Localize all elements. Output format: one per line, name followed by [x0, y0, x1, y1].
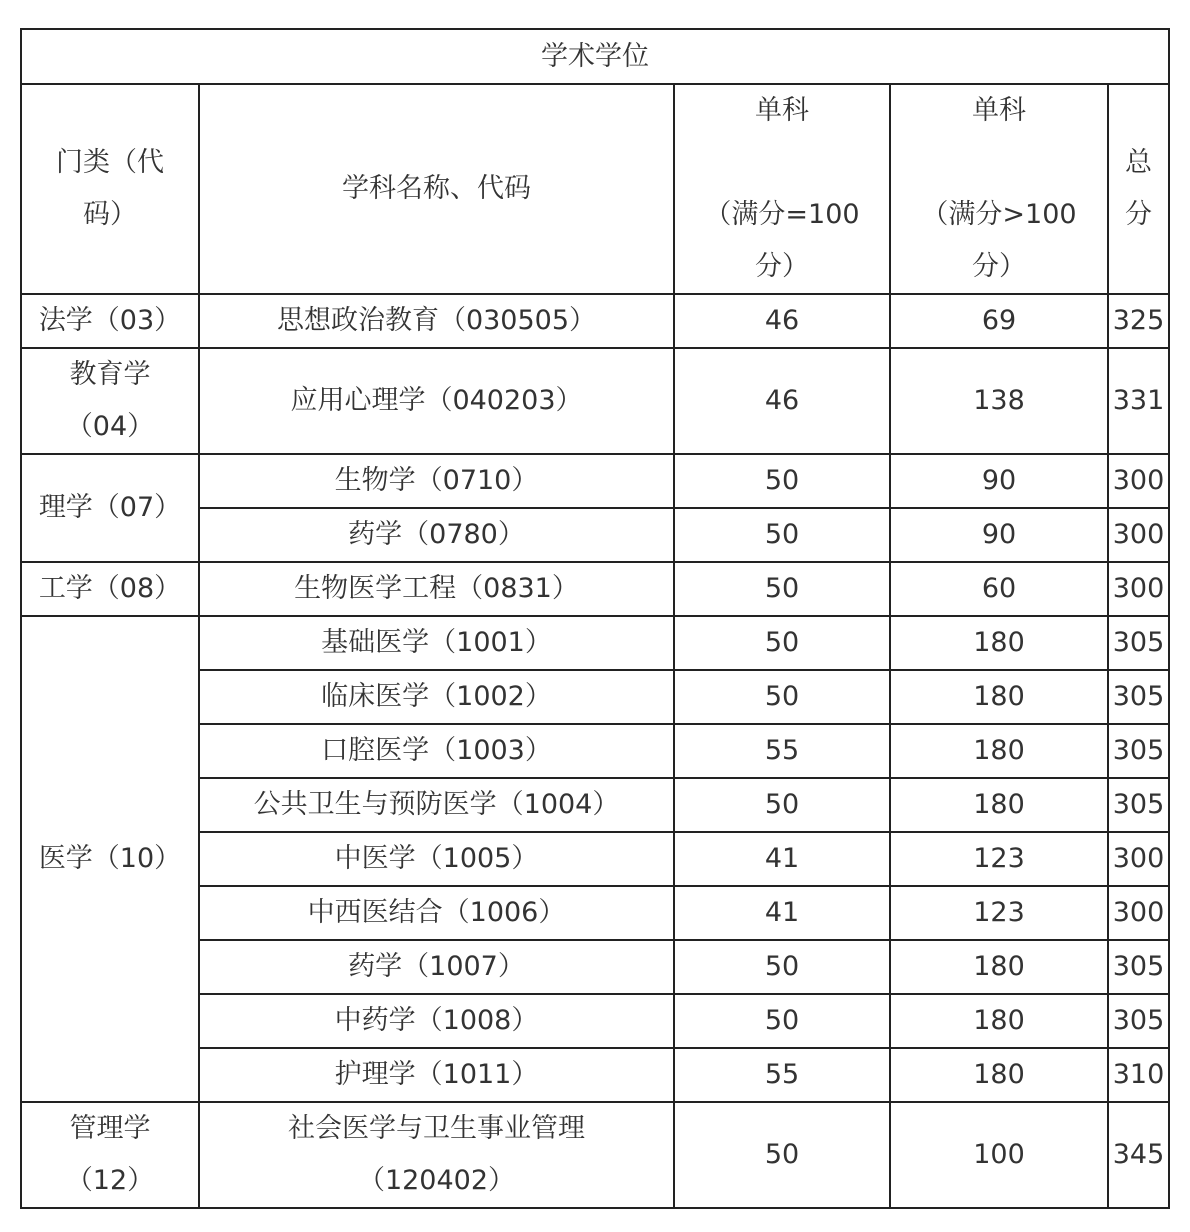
subject-cell [199, 294, 674, 348]
header-category-line: 门类（代 [56, 147, 164, 178]
single-100-cell: 55 [674, 1048, 890, 1102]
subject-cell [199, 994, 674, 1048]
category-cell-line: （04） [65, 411, 155, 442]
total-cell: 300 [1108, 454, 1169, 508]
category-cell-line: 医学（10） [38, 843, 182, 874]
category-cell-line: 工学（08） [38, 573, 182, 604]
table-row [21, 1102, 1169, 1208]
header-line: （满分=100 [704, 199, 860, 230]
header-line: 分 [1125, 199, 1152, 230]
single-over-100-cell: 138 [890, 348, 1108, 454]
header-line: 单科 [755, 95, 809, 126]
category-cell [21, 294, 199, 348]
single-over-100-cell: 180 [890, 724, 1108, 778]
subject-cell-line: 药学（0780） [348, 519, 525, 550]
subject-cell [199, 348, 674, 454]
single-100-cell: 50 [674, 562, 890, 616]
subject-cell-line: 基础医学（1001） [321, 627, 552, 658]
single-over-100-cell: 123 [890, 832, 1108, 886]
subject-cell [199, 1102, 674, 1208]
subject-cell [199, 1048, 674, 1102]
category-cell-line: 理学（07） [38, 492, 182, 523]
single-100-cell: 55 [674, 724, 890, 778]
category-cell [21, 616, 199, 1102]
category-cell-line: 管理学 [69, 1113, 151, 1144]
total-cell: 305 [1108, 670, 1169, 724]
table-row [21, 562, 1169, 616]
single-100-cell: 41 [674, 886, 890, 940]
subject-cell [199, 778, 674, 832]
single-100-cell: 50 [674, 994, 890, 1048]
total-cell: 345 [1108, 1102, 1169, 1208]
category-cell [21, 348, 199, 454]
subject-cell [199, 616, 674, 670]
header-line: 分） [755, 251, 809, 282]
total-cell: 305 [1108, 778, 1169, 832]
header-single-over-100 [890, 84, 1108, 294]
single-100-cell: 50 [674, 616, 890, 670]
subject-cell-line: 公共卫生与预防医学（1004） [253, 789, 620, 820]
subject-cell [199, 940, 674, 994]
subject-cell-line: （120402） [357, 1165, 516, 1196]
subject-cell-line: 应用心理学（040203） [290, 385, 583, 416]
category-cell [21, 1102, 199, 1208]
header-total [1108, 84, 1169, 294]
single-100-cell: 50 [674, 508, 890, 562]
total-cell: 300 [1108, 886, 1169, 940]
category-cell-line: 教育学 [69, 359, 151, 390]
total-cell: 300 [1108, 562, 1169, 616]
category-cell [21, 454, 199, 562]
total-cell: 305 [1108, 994, 1169, 1048]
total-cell: 300 [1108, 832, 1169, 886]
table-title: 学术学位 [21, 29, 1169, 84]
score-table [20, 28, 1170, 1209]
header-line: 分） [972, 251, 1026, 282]
table-row [21, 294, 1169, 348]
subject-cell [199, 562, 674, 616]
subject-cell-line: 药学（1007） [348, 951, 525, 982]
header-line: 总 [1125, 147, 1152, 178]
single-over-100-cell: 69 [890, 294, 1108, 348]
subject-cell [199, 886, 674, 940]
single-over-100-cell: 123 [890, 886, 1108, 940]
subject-cell-line: 口腔医学（1003） [321, 735, 552, 766]
subject-cell-line: 思想政治教育（030505） [276, 305, 597, 336]
single-over-100-cell: 100 [890, 1102, 1108, 1208]
subject-cell-line: 护理学（1011） [334, 1059, 539, 1090]
header-subject: 学科名称、代码 [199, 84, 674, 294]
single-100-cell: 50 [674, 670, 890, 724]
subject-cell-line: 生物医学工程（0831） [294, 573, 579, 604]
subject-cell-line: 社会医学与卫生事业管理 [288, 1113, 585, 1144]
table-row [21, 454, 1169, 508]
header-single-100 [674, 84, 890, 294]
table-row [21, 616, 1169, 670]
single-100-cell: 46 [674, 348, 890, 454]
header-category-line: 码） [83, 199, 137, 230]
table-header-row [21, 84, 1169, 294]
single-100-cell: 41 [674, 832, 890, 886]
single-over-100-cell: 180 [890, 616, 1108, 670]
single-over-100-cell: 180 [890, 778, 1108, 832]
single-100-cell: 50 [674, 778, 890, 832]
category-cell [21, 562, 199, 616]
total-cell: 305 [1108, 724, 1169, 778]
category-cell-line: 法学（03） [38, 305, 182, 336]
single-100-cell: 50 [674, 454, 890, 508]
single-100-cell: 50 [674, 940, 890, 994]
total-cell: 325 [1108, 294, 1169, 348]
single-over-100-cell: 60 [890, 562, 1108, 616]
single-over-100-cell: 180 [890, 670, 1108, 724]
subject-cell-line: 中西医结合（1006） [307, 897, 566, 928]
total-cell: 300 [1108, 508, 1169, 562]
header-line: （满分>100 [921, 199, 1077, 230]
header-line: 单科 [972, 95, 1026, 126]
category-cell-line: （12） [65, 1165, 155, 1196]
total-cell: 305 [1108, 616, 1169, 670]
subject-cell [199, 670, 674, 724]
single-over-100-cell: 90 [890, 454, 1108, 508]
subject-cell [199, 832, 674, 886]
total-cell: 305 [1108, 940, 1169, 994]
subject-cell-line: 临床医学（1002） [321, 681, 552, 712]
subject-cell-line: 中药学（1008） [334, 1005, 539, 1036]
single-over-100-cell: 90 [890, 508, 1108, 562]
single-100-cell: 46 [674, 294, 890, 348]
header-category [21, 84, 199, 294]
single-over-100-cell: 180 [890, 940, 1108, 994]
subject-cell [199, 724, 674, 778]
total-cell: 331 [1108, 348, 1169, 454]
subject-cell [199, 454, 674, 508]
total-cell: 310 [1108, 1048, 1169, 1102]
subject-cell-line: 中医学（1005） [334, 843, 539, 874]
subject-cell-line: 生物学（0710） [334, 465, 539, 496]
single-over-100-cell: 180 [890, 994, 1108, 1048]
subject-cell [199, 508, 674, 562]
table-title-row [21, 29, 1169, 84]
single-over-100-cell: 180 [890, 1048, 1108, 1102]
table-row [21, 348, 1169, 454]
single-100-cell: 50 [674, 1102, 890, 1208]
